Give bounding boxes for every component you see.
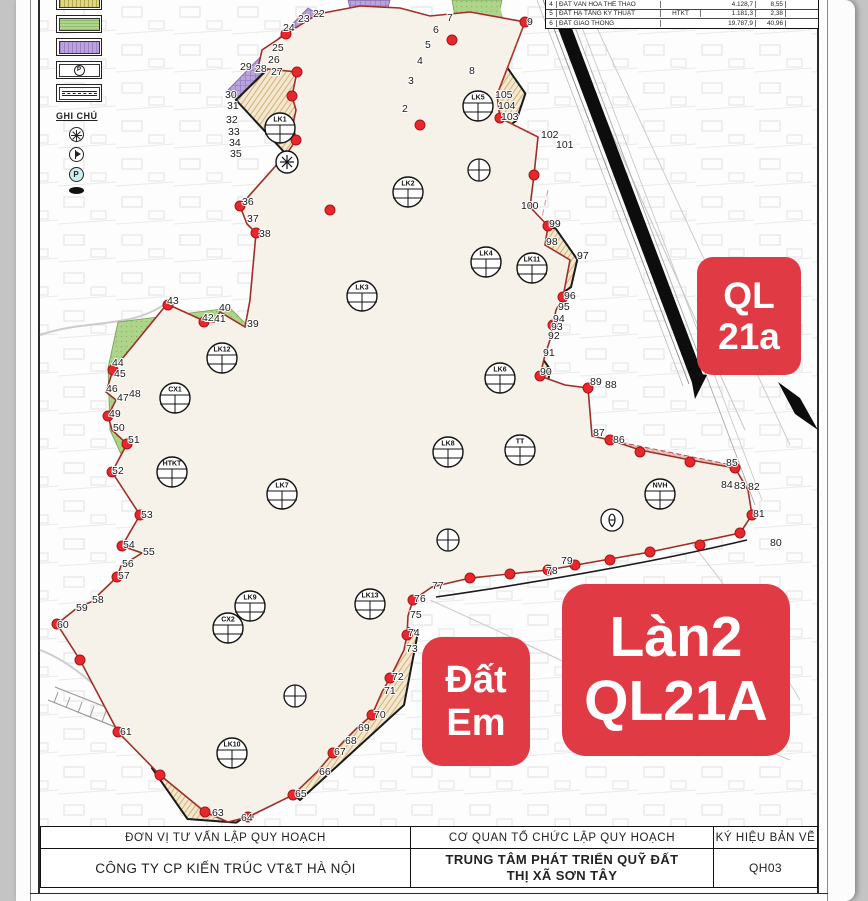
- boundary-point-number: 6: [433, 24, 439, 36]
- boundary-point-number: 47: [117, 392, 129, 404]
- title-block: [40, 826, 818, 888]
- boundary-point-number: 23: [298, 13, 310, 25]
- block-badge-cx2: [213, 613, 243, 643]
- boundary-point-number: 80: [770, 537, 782, 549]
- boundary-dot: [685, 457, 695, 467]
- boundary-point-number: 90: [540, 366, 552, 378]
- land-type: ĐẤT VĂN HÓA THỂ THAO: [557, 1, 661, 8]
- boundary-point-number: 79: [561, 555, 573, 567]
- block-badge-lk4: [471, 247, 501, 277]
- land-use-table: [545, 0, 819, 29]
- boundary-point-number: 71: [384, 685, 396, 697]
- boundary-point-number: 41: [214, 313, 226, 325]
- boundary-point-number: 88: [605, 379, 617, 391]
- land-area: 1.181,3: [701, 10, 756, 17]
- boundary-point-number: 22: [313, 8, 325, 20]
- boundary-point-number: 97: [577, 250, 589, 262]
- boundary-dot: [415, 120, 425, 130]
- title-block-drawing-code: [714, 827, 817, 887]
- boundary-point-number: 99: [549, 218, 561, 230]
- boundary-point-number: 25: [272, 42, 284, 54]
- block-badge-lk3: [347, 281, 377, 311]
- boundary-point-number: 52: [112, 465, 124, 477]
- legend-swatch-green: [56, 15, 102, 33]
- boundary-point-number: 50: [113, 422, 125, 434]
- boundary-point-number: 60: [57, 619, 69, 631]
- block-badge-lk5: [463, 91, 493, 121]
- boundary-dot: [505, 569, 515, 579]
- boundary-dot: [325, 205, 335, 215]
- land-type: ĐẤT HẠ TẦNG KỸ THUẬT: [557, 10, 661, 17]
- block-badge-lk6: [485, 363, 515, 393]
- boundary-point-number: 55: [143, 546, 155, 558]
- block-badge-nvh: [645, 479, 675, 509]
- block-badge-lk7: [267, 479, 297, 509]
- boundary-point-number: 27: [271, 66, 283, 78]
- boundary-point-number: 42: [202, 312, 214, 324]
- boundary-point-number: 91: [543, 347, 555, 359]
- parking-icon: P: [74, 65, 85, 76]
- row-number: 6: [546, 20, 557, 27]
- svg-text:LK11: LK11: [523, 256, 541, 264]
- boundary-point-number: 103: [501, 111, 519, 123]
- svg-text:LK4: LK4: [479, 250, 493, 258]
- title-block-consultant: [41, 827, 411, 887]
- boundary-dot: [645, 547, 655, 557]
- row-number: 5: [546, 10, 557, 17]
- boundary-point-number: 82: [748, 481, 760, 493]
- legend: [56, 0, 356, 199]
- crosshair-icon: [437, 529, 459, 551]
- boundary-point-number: 54: [123, 539, 135, 551]
- boundary-point-number: 74: [408, 627, 420, 639]
- boundary-point-number: 34: [229, 137, 241, 149]
- boundary-point-number: 72: [392, 671, 404, 683]
- sticker-dat-em: [422, 637, 530, 766]
- consultant-header: ĐƠN VỊ TƯ VẤN LẬP QUY HOẠCH: [41, 827, 410, 849]
- organizer-value-line1: TRUNG TÂM PHÁT TRIỂN QUỸ ĐẤT: [445, 851, 679, 867]
- land-table-row: [546, 0, 818, 9]
- legend-item-road: [56, 84, 356, 102]
- sticker-lan2-ql21a: [562, 584, 790, 756]
- boundary-dot: [635, 447, 645, 457]
- sticker-lan2-line1: Làn2: [609, 605, 743, 670]
- svg-text:CX1: CX1: [168, 386, 182, 394]
- block-badge-cx1: [160, 383, 190, 413]
- svg-text:LK13: LK13: [361, 592, 379, 600]
- boundary-point-number: 86: [613, 434, 625, 446]
- boundary-point-number: 94: [553, 313, 565, 325]
- block-badge-lk12: [207, 343, 237, 373]
- boundary-point-number: 98: [546, 236, 558, 248]
- svg-text:HTKT: HTKT: [162, 460, 182, 468]
- boundary-point-number: 78: [546, 565, 558, 577]
- sticker-ql21a-line1: QL: [723, 274, 775, 316]
- block-badge-lk11: [517, 253, 547, 283]
- title-block-organizer: [411, 827, 714, 887]
- sticker-dat-em-line1: Đất: [445, 658, 507, 701]
- boundary-point-number: 2: [402, 103, 408, 115]
- boundary-dot: [75, 655, 85, 665]
- boundary-point-number: 31: [227, 100, 239, 112]
- svg-text:LK6: LK6: [493, 366, 507, 374]
- note-item: [56, 187, 356, 194]
- boundary-point-number: 3: [408, 75, 414, 87]
- boundary-point-number: 38: [259, 228, 271, 240]
- legend-item-purple: [56, 38, 356, 56]
- note-item: [56, 147, 356, 162]
- sticker-ql21a: [697, 257, 801, 375]
- boundary-point-number: 77: [432, 580, 444, 592]
- block-badge-lk2: [393, 177, 423, 207]
- svg-text:NVH: NVH: [652, 482, 668, 490]
- svg-text:LK12: LK12: [213, 346, 231, 354]
- boundary-point-number: 48: [129, 388, 141, 400]
- land-table-row: [546, 18, 818, 28]
- boundary-point-number: 39: [247, 318, 259, 330]
- boundary-point-number: 81: [753, 508, 765, 520]
- legend-swatch-purple: [56, 38, 102, 56]
- boundary-dot: [529, 170, 539, 180]
- boundary-point-number: 83: [734, 480, 746, 492]
- boundary-point-number: 67: [334, 746, 346, 758]
- legend-item-villa: [56, 0, 356, 10]
- boundary-point-number: 40: [219, 302, 231, 314]
- boundary-point-number: 43: [167, 295, 179, 307]
- boundary-point-number: 75: [410, 609, 422, 621]
- organizer-header: CƠ QUAN TỔ CHỨC LẬP QUY HOẠCH: [411, 827, 713, 849]
- boundary-dot: [605, 555, 615, 565]
- boundary-point-number: 69: [358, 722, 370, 734]
- boundary-dot: [200, 807, 210, 817]
- boundary-point-number: 46: [106, 383, 118, 395]
- sticker-lan2-line2: QL21A: [584, 669, 768, 733]
- legend-item-green: [56, 15, 356, 33]
- boundary-point-number: 37: [247, 213, 259, 225]
- boundary-dot: [465, 573, 475, 583]
- block-badge-lk8: [433, 437, 463, 467]
- boundary-dot: [695, 540, 705, 550]
- boundary-point-number: 59: [76, 602, 88, 614]
- note-item: [56, 167, 356, 182]
- boundary-point-number: 96: [564, 290, 576, 302]
- boundary-point-number: 70: [374, 709, 386, 721]
- sticker-ql21a-line2: 21a: [718, 316, 780, 357]
- consultant-value: CÔNG TY CP KIẾN TRÚC VT&T HÀ NỘI: [95, 860, 356, 876]
- block-badge-htkt: [157, 457, 187, 487]
- boundary-point-number: 66: [319, 766, 331, 778]
- boundary-point-number: 35: [230, 148, 242, 160]
- land-percent: 2,38: [756, 10, 786, 17]
- land-table-row: [546, 9, 818, 19]
- svg-text:LK10: LK10: [223, 741, 241, 749]
- svg-text:LK2: LK2: [401, 180, 415, 188]
- boundary-point-number: 28: [255, 63, 267, 75]
- svg-text:LK8: LK8: [441, 440, 455, 448]
- svg-text:TT: TT: [515, 438, 525, 446]
- legend-swatch-road: [56, 84, 102, 102]
- boundary-point-number: 92: [548, 330, 560, 342]
- boundary-point-number: 76: [414, 593, 426, 605]
- boundary-point-number: 105: [495, 89, 513, 101]
- shield-icon: [601, 509, 623, 531]
- crosshair-icon: [468, 159, 490, 181]
- boundary-point-number: 53: [141, 509, 153, 521]
- land-area: 4.128,7: [701, 1, 756, 8]
- boundary-point-number: 95: [558, 301, 570, 313]
- boundary-point-number: 26: [268, 54, 280, 66]
- sticker-dat-em-line2: Em: [446, 701, 506, 744]
- boundary-point-number: 44: [112, 357, 124, 369]
- land-code: HTKT: [661, 10, 701, 17]
- svg-text:LK7: LK7: [275, 482, 289, 490]
- boundary-point-number: 32: [226, 114, 238, 126]
- block-badge-tt: [505, 435, 535, 465]
- boundary-dot: [155, 770, 165, 780]
- boundary-point-number: 102: [541, 129, 559, 141]
- thuong-mai-icon: [69, 127, 84, 142]
- drawing-code-header: KÝ HIỆU BẢN VẼ: [714, 827, 817, 849]
- boundary-point-number: 30: [225, 89, 237, 101]
- boundary-point-number: 24: [283, 22, 295, 34]
- boundary-point-number: 45: [114, 368, 126, 380]
- parking-icon: P: [69, 167, 84, 182]
- boundary-point-number: 7: [447, 12, 453, 24]
- note-item: [56, 127, 356, 142]
- svg-text:LK9: LK9: [243, 594, 257, 602]
- boundary-point-number: 89: [590, 376, 602, 388]
- boundary-point-number: 29: [240, 61, 252, 73]
- boundary-point-number: 58: [92, 594, 104, 606]
- boundary-point-number: 63: [212, 807, 224, 819]
- boundary-point-number: 73: [406, 643, 418, 655]
- organizer-value: [411, 849, 713, 887]
- svg-text:LK5: LK5: [471, 94, 485, 102]
- svg-text:LK3: LK3: [355, 284, 369, 292]
- boundary-point-number: 49: [109, 408, 121, 420]
- boundary-point-number: 36: [242, 196, 254, 208]
- legend-swatch-parking: [56, 61, 102, 79]
- boundary-point-number: 65: [295, 788, 307, 800]
- boundary-dot: [735, 528, 745, 538]
- boundary-point-number: 57: [118, 570, 130, 582]
- crosshair-icon: [284, 685, 306, 707]
- block-badge-lk13: [355, 589, 385, 619]
- boundary-point-number: 4: [417, 55, 423, 67]
- row-number: 4: [546, 1, 557, 8]
- land-area: 19.787,9: [701, 20, 756, 27]
- land-type: ĐẤT GIAO THÔNG: [557, 20, 661, 27]
- boundary-point-number: 84: [721, 479, 733, 491]
- block-badge-lk9: [235, 591, 265, 621]
- boundary-point-number: 61: [120, 726, 132, 738]
- svg-text:LK1: LK1: [273, 116, 287, 124]
- boundary-point-number: 9: [527, 16, 533, 28]
- boundary-point-number: 56: [122, 558, 134, 570]
- boundary-point-number: 5: [425, 39, 431, 51]
- boundary-point-number: 85: [726, 457, 738, 469]
- svg-text:CX2: CX2: [221, 616, 235, 624]
- boundary-point-number: 8: [469, 65, 475, 77]
- organizer-value-line2: THỊ XÃ SƠN TÂY: [506, 868, 618, 883]
- boundary-point-number: 100: [521, 200, 539, 212]
- boundary-point-number: 64: [241, 812, 253, 824]
- boundary-dot: [447, 35, 457, 45]
- boundary-point-number: 101: [556, 139, 574, 151]
- notes-title: GHI CHÚ: [56, 111, 98, 121]
- boundary-point-number: 51: [128, 434, 140, 446]
- land-percent: 8,55: [756, 1, 786, 8]
- block-badge-lk10: [217, 738, 247, 768]
- boundary-point-number: 68: [345, 735, 357, 747]
- legend-item-parking: [56, 61, 356, 79]
- nha-van-hoa-icon: [69, 147, 84, 162]
- boundary-point-number: 33: [228, 126, 240, 138]
- boundary-point-number: 87: [593, 427, 605, 439]
- waste-icon: [69, 187, 84, 194]
- boundary-point-number: 104: [498, 100, 516, 112]
- boundary-point-number: 93: [551, 321, 563, 333]
- land-percent: 40,96: [756, 20, 786, 27]
- drawing-code-value: QH03: [749, 861, 782, 875]
- legend-swatch-villa: [56, 0, 102, 10]
